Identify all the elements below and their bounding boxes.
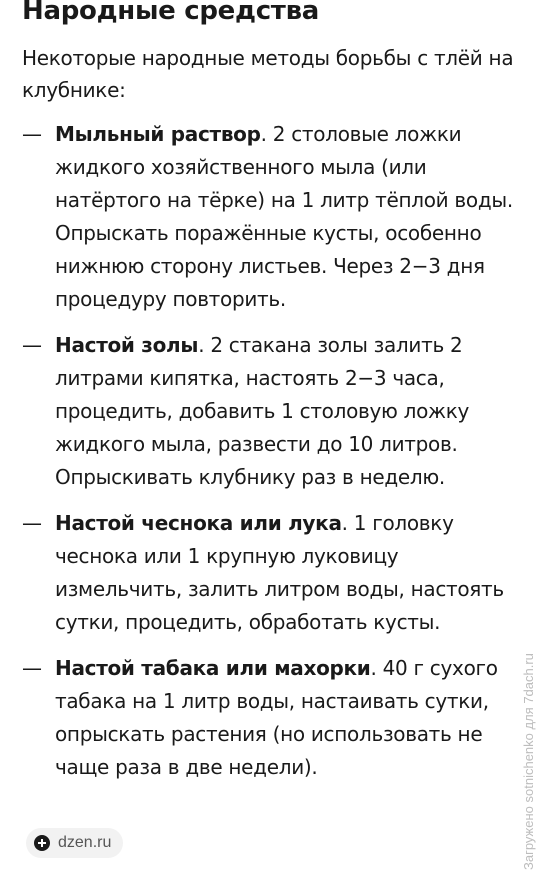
intro-paragraph: Некоторые народные методы борьбы с тлёй на клубнике: (22, 46, 514, 102)
method-text (55, 329, 522, 494)
method-description: . 2 столовые ложки жидкого хозяйственного мыла (или натёртого на тёрке) на 1 литр тёплой воды. Опрыскать поражённые кусты, особенно нижнюю сторону листьев. Через 2−3 дня процедуру повторить. (55, 122, 513, 311)
method-name: Настой табака или махорки (55, 656, 371, 680)
article (22, 0, 522, 797)
watermark: Загружено sotnichenko для 7dach.ru (521, 653, 536, 870)
method-text (55, 652, 522, 784)
list-dash: — (22, 656, 42, 680)
method-item-garlic-onion-infusion (22, 507, 522, 639)
method-item-soap-solution (22, 118, 522, 316)
plus-circle-icon (34, 835, 50, 851)
method-description: . 2 стакана золы залить 2 литрами кипятка, настоять 2−3 часа, процедить, добавить 1 столовую ложку жидкого мыла, развести до 10 литров. Опрыскивать клубнику раз в неделю. (55, 333, 470, 489)
method-text (55, 507, 522, 639)
list-dash: — (22, 511, 42, 535)
list-dash: — (22, 333, 42, 357)
source-link[interactable] (26, 828, 123, 858)
source-label: dzen.ru (58, 834, 112, 851)
method-item-tobacco-infusion (22, 652, 522, 784)
method-text (55, 118, 522, 316)
method-name: Настой золы (55, 333, 199, 357)
list-dash: — (22, 122, 42, 146)
method-name: Настой чеснока или лука (55, 511, 342, 535)
method-name: Мыльный раствор (55, 122, 261, 146)
method-description: . 1 головку чеснока или 1 крупную луковицу измельчить, залить литром воды, настоять сутки, процедить, обработать кусты. (55, 511, 504, 634)
section-heading: Народные средства (22, 0, 319, 26)
method-item-ash-infusion (22, 329, 522, 494)
method-description: . 40 г сухого табака на 1 литр воды, настаивать сутки, опрыскать растения (но использовать не чаще раза в две недели). (55, 656, 498, 779)
